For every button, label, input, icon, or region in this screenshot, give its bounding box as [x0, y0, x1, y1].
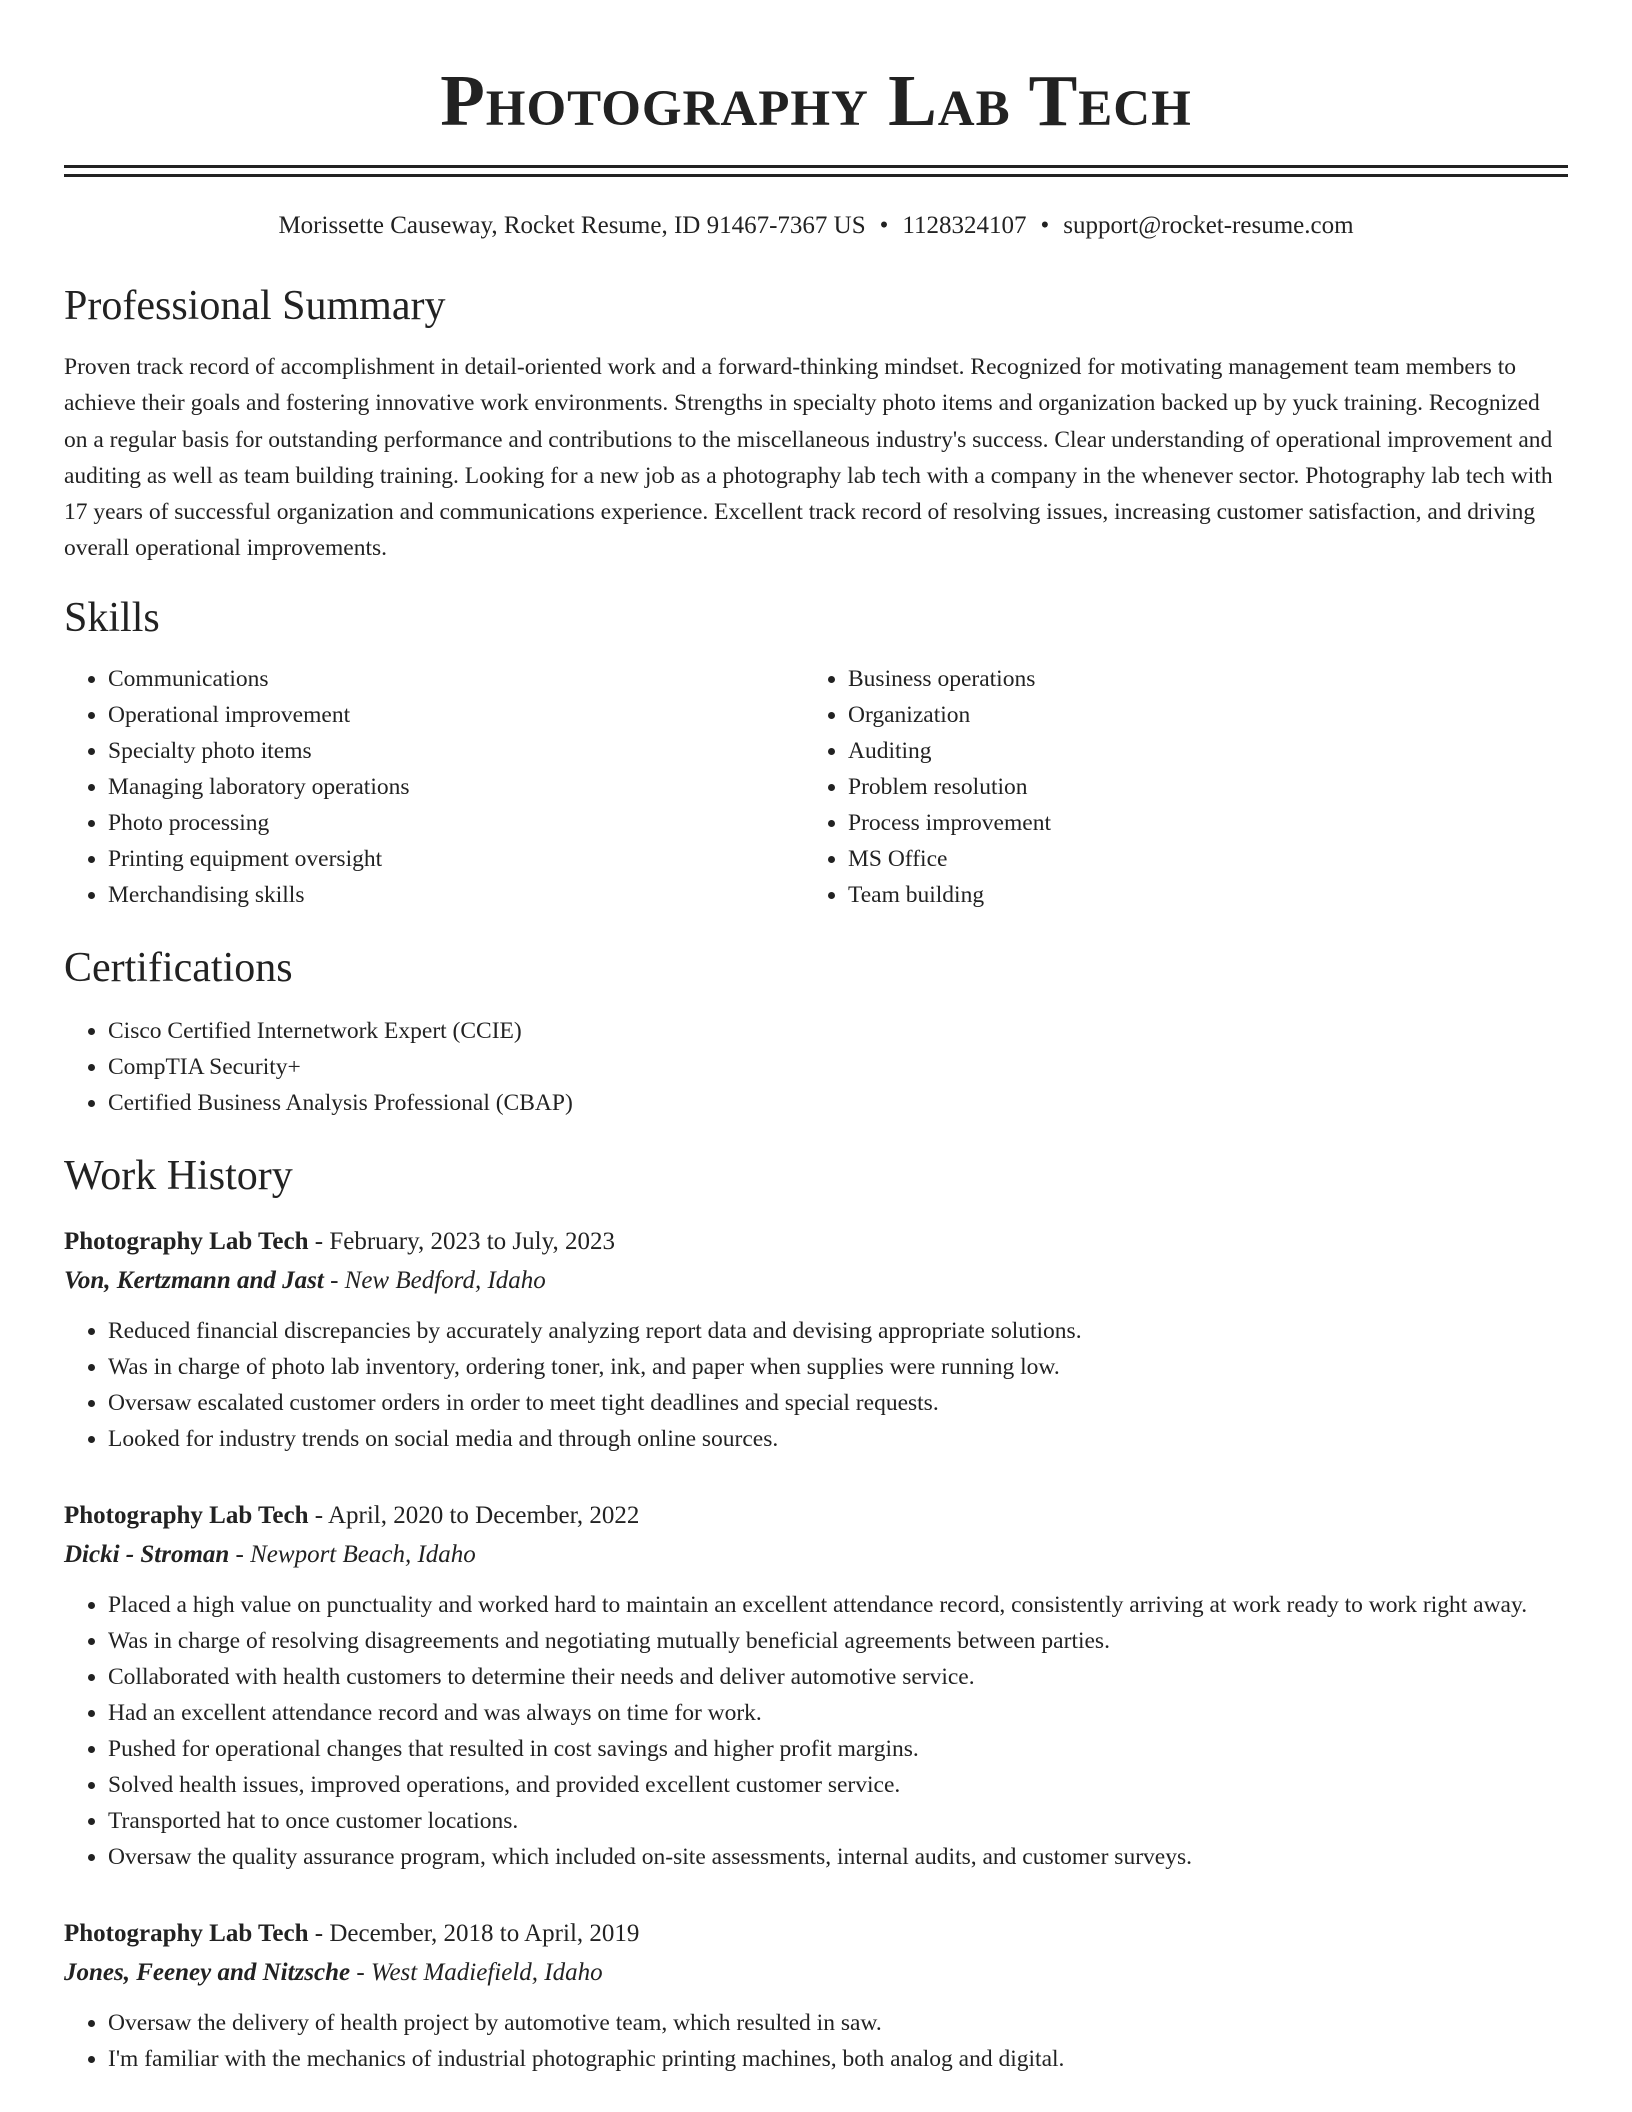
summary-text: Proven track record of accomplishment in detail-oriented work and a forward-thinking mindset. Recognized for motivating management team members to achieve their goals and fostering innovative work environments. Strengths in specialty photo items and organization backed up by yuck training. Recognized on a regular basis for outstanding performance and contributions to the miscellaneous industry's success. Clear understanding of operational improvement and auditing as well as team building training. Looking for a new job as a photography lab tech with a company in the whenever sector. Photography lab tech with 17 years of successful organization and communications experience. Excellent track record of resolving issues, increasing customer satisfaction, and driving overall operational improvements. [64, 354, 1553, 562]
skill-item: • Specialty photo items [108, 733, 806, 769]
job-bullet: • Reduced financial discrepancies by accurately analyzing report data and devising appropriate solutions. [108, 1313, 1568, 1349]
job-title: Photography Lab Tech [64, 1919, 309, 1947]
job-bullets [64, 2005, 1568, 2077]
job-bullet: • Transported hat to once customer locations. [108, 1803, 1568, 1839]
job-dates: - April, 2020 to December, 2022 [308, 1501, 640, 1529]
section-heading-certifications: Certifications [64, 944, 293, 991]
title-double-rule [64, 165, 1568, 177]
job-title: Photography Lab Tech [64, 1227, 309, 1255]
section-heading-skills: Skills [64, 594, 160, 641]
contact-phone: 1128324107 [902, 212, 1027, 239]
job-bullets [64, 1313, 1568, 1457]
contact-separator: • [1040, 212, 1050, 239]
job-bullet: • Placed a high value on punctuality and worked hard to maintain an excellent attendance record, consistently arriving at work ready to work right away. [108, 1587, 1568, 1623]
job-entry [64, 1915, 1568, 2077]
skills-list-left [64, 661, 806, 913]
resume-title: Photography Lab Tech [440, 60, 1192, 141]
certifications-list [64, 1013, 1568, 1121]
job-location: - West Madiefield, Idaho [350, 1958, 603, 1986]
contact-address: Morissette Causeway, Rocket Resume, ID 91467-7367 US [278, 212, 866, 239]
job-bullet: • Solved health issues, improved operations, and provided excellent customer service. [108, 1767, 1568, 1803]
job-company-line [64, 1261, 1568, 1301]
skill-item: • Merchandising skills [108, 877, 806, 913]
section-heading-work-history: Work History [64, 1152, 293, 1199]
skill-item: • Photo processing [108, 805, 806, 841]
section-heading-summary: Professional Summary [64, 283, 446, 329]
job-bullet: • Oversaw the delivery of health project by automotive team, which resulted in saw. [108, 2005, 1568, 2041]
contact-email: support@rocket-resume.com [1063, 212, 1354, 239]
certification-item: • Certified Business Analysis Professional (CBAP) [108, 1085, 1568, 1121]
skill-item: • Printing equipment oversight [108, 841, 806, 877]
job-title: Photography Lab Tech [64, 1501, 309, 1529]
job-entry [64, 1497, 1568, 1875]
job-company-line [64, 1953, 1568, 1993]
skill-item: • Communications [108, 661, 806, 697]
job-bullet: • Oversaw escalated customer orders in order to meet tight deadlines and special requests. [108, 1385, 1568, 1421]
skill-item: • Organization [848, 697, 1548, 733]
job-company: Dicki - Stroman [64, 1540, 230, 1568]
job-title-line [64, 1223, 1568, 1261]
skill-item: • Problem resolution [848, 769, 1548, 805]
job-company: Jones, Feeney and Nitzsche [64, 1958, 351, 1986]
job-bullet: • Had an excellent attendance record and was always on time for work. [108, 1695, 1568, 1731]
skill-item: • Operational improvement [108, 697, 806, 733]
job-bullet: • Oversaw the quality assurance program, which included on-site assessments, internal audits, and customer surveys. [108, 1839, 1568, 1875]
skill-item: • MS Office [848, 841, 1548, 877]
job-entry [64, 1223, 1568, 1457]
job-bullet: • I'm familiar with the mechanics of industrial photographic printing machines, both analog and digital. [108, 2041, 1568, 2077]
skill-item: • Business operations [848, 661, 1548, 697]
skills-columns [64, 661, 1568, 913]
certification-item: • CompTIA Security+ [108, 1049, 1568, 1085]
job-title-line [64, 1915, 1568, 1953]
skill-item: • Auditing [848, 733, 1548, 769]
job-bullet: • Was in charge of photo lab inventory, ordering toner, ink, and paper when supplies were running low. [108, 1349, 1568, 1385]
job-bullet: • Was in charge of resolving disagreements and negotiating mutually beneficial agreements between parties. [108, 1623, 1568, 1659]
certification-item: • Cisco Certified Internetwork Expert (CCIE) [108, 1013, 1568, 1049]
job-dates: - December, 2018 to April, 2019 [308, 1919, 640, 1947]
skill-item: • Process improvement [848, 805, 1548, 841]
job-title-line [64, 1497, 1568, 1535]
job-dates: - February, 2023 to July, 2023 [308, 1227, 615, 1255]
job-bullet: • Pushed for operational changes that resulted in cost savings and higher profit margins. [108, 1731, 1568, 1767]
job-location: - Newport Beach, Idaho [229, 1540, 476, 1568]
job-bullets [64, 1587, 1568, 1875]
contact-separator: • [879, 212, 889, 239]
skills-list-right [806, 661, 1548, 913]
job-bullet: • Looked for industry trends on social media and through online sources. [108, 1421, 1568, 1457]
job-location: - New Bedford, Idaho [323, 1266, 546, 1294]
resume-page [64, 0, 1568, 2077]
contact-line [64, 211, 1568, 241]
job-company-line [64, 1535, 1568, 1575]
job-bullet: • Collaborated with health customers to determine their needs and deliver automotive service. [108, 1659, 1568, 1695]
skill-item: • Managing laboratory operations [108, 769, 806, 805]
job-company: Von, Kertzmann and Jast [64, 1266, 324, 1294]
skill-item: • Team building [848, 877, 1548, 913]
